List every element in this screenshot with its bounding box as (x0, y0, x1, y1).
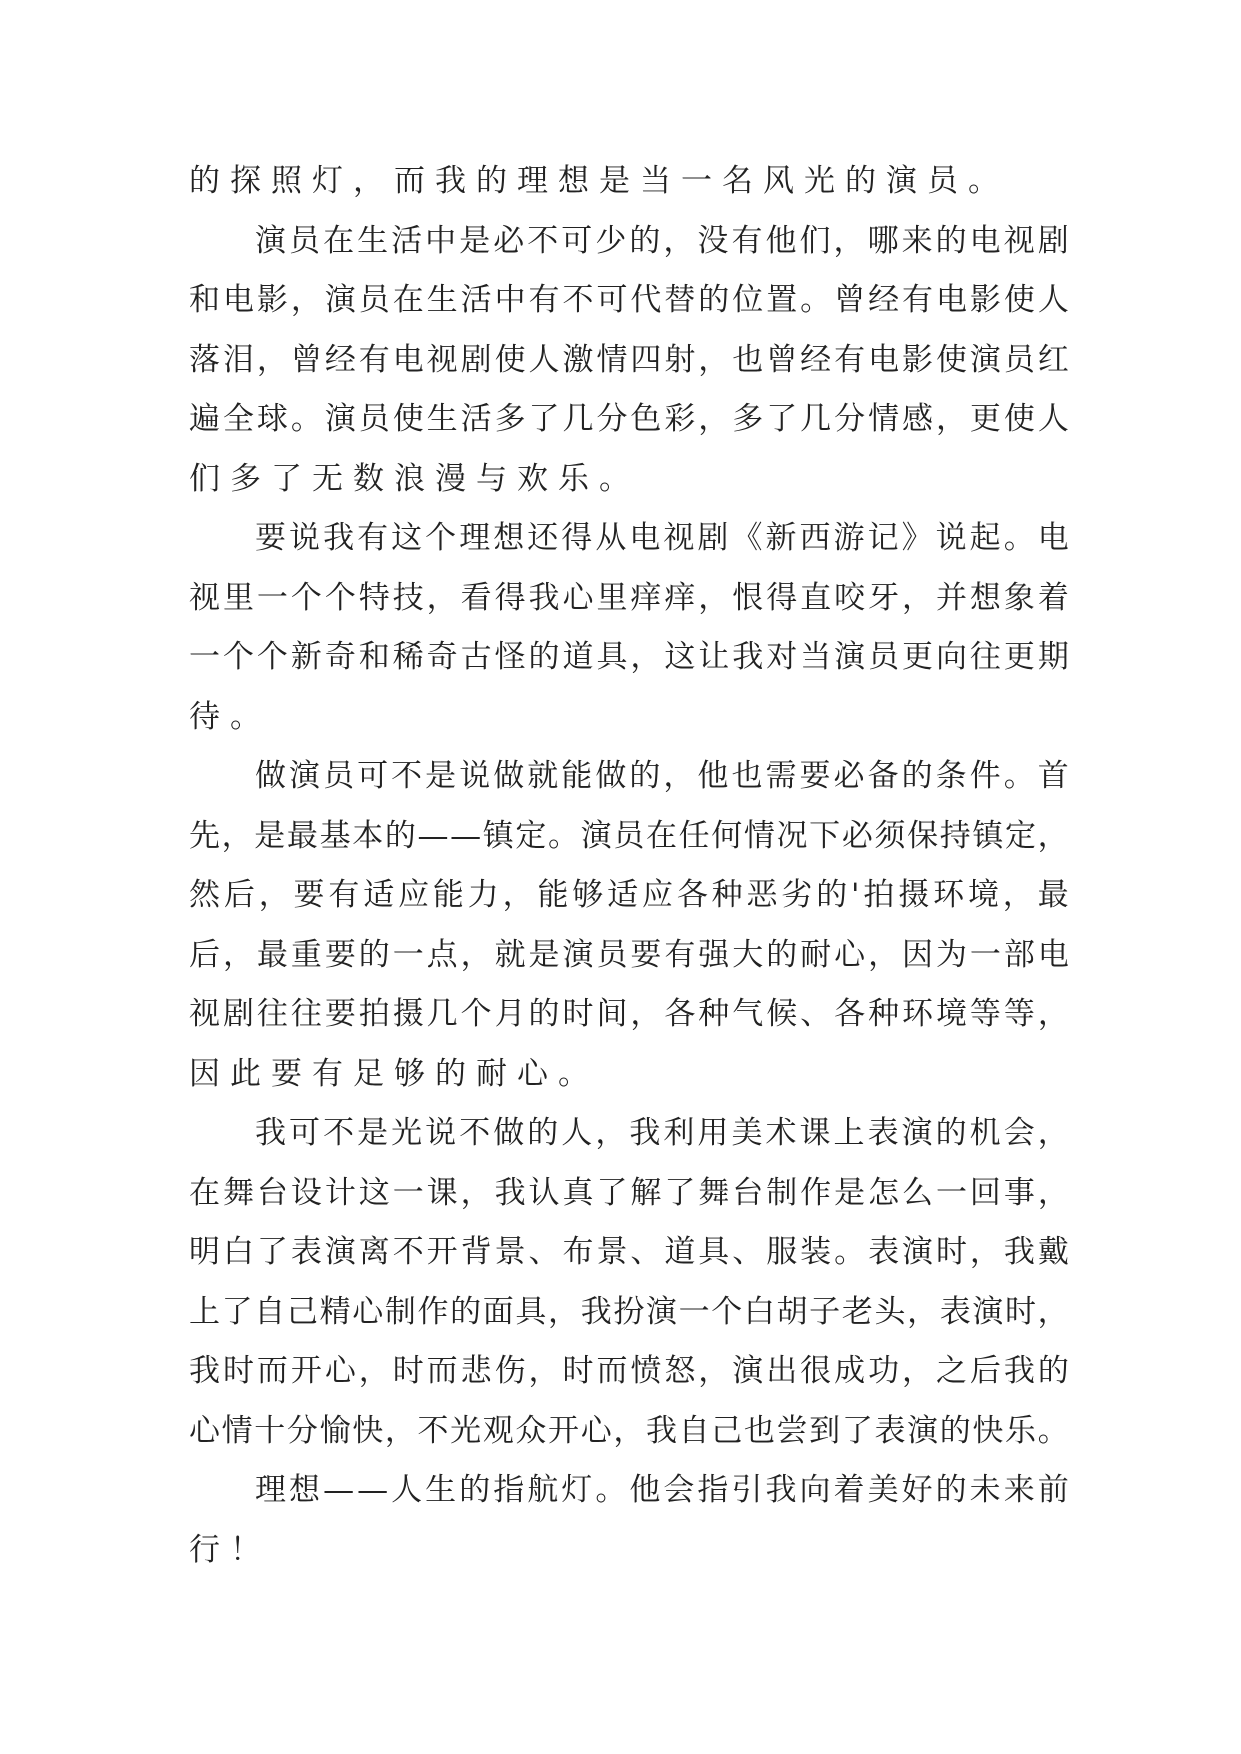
text-line: 一 个 个 新 奇 和 稀 奇 古 怪 的 道 具 ， 这 让 我 对 当 演 员 更 向 往 更 期 (189, 639, 1069, 675)
text-line: 心 情 十 分 愉 快 ， 不 光 观 众 开 心 ， 我 自 己 也 尝 到 了 表 演 的 快 乐 。 (189, 1412, 1069, 1449)
text-line: 上 了 自 己 精 心 制 作 的 面 具 ， 我 扮 演 一 个 白 胡 子 老 头 ， 表 演 时 ， (189, 1293, 1069, 1330)
text-line: 演 员 在 生 活 中 是 必 不 可 少 的 ， 没 有 他 们 ， 哪 来 的 电 视 剧 (255, 222, 1069, 259)
text-line: 因 此 要 有 足 够 的 耐 心 。 (189, 1055, 599, 1092)
text-line: 要 说 我 有 这 个 理 想 还 得 从 电 视 剧 《 新 西 游 记 》 说 起 。 电 (255, 520, 1069, 556)
text-line: 后 ， 最 重 要 的 一 点 ， 就 是 演 员 要 有 强 大 的 耐 心 ， 因 为 一 部 电 (189, 936, 1069, 973)
text-line: 落 泪 ， 曾 经 有 电 视 剧 使 人 激 情 四 射 ， 也 曾 经 有 电 影 使 演 员 红 (189, 341, 1069, 378)
text-line: 理 想 — — 人 生 的 指 航 灯 。 他 会 指 引 我 向 着 美 好 的 未 来 前 (255, 1472, 1069, 1508)
text-line: 明 白 了 表 演 离 不 开 背 景 、 布 景 、 道 具 、 服 装 。 表 演 时 ， 我 戴 (189, 1234, 1069, 1270)
text-line: 行 ！ (189, 1531, 271, 1568)
text-line: 我 可 不 是 光 说 不 做 的 人 ， 我 利 用 美 术 课 上 表 演 的 机 会 ， (255, 1115, 1069, 1151)
text-line: 们 多 了 无 数 浪 漫 与 欢 乐 。 (189, 460, 640, 497)
text-line: 待 。 (189, 698, 271, 735)
essay-body (189, 152, 1069, 1580)
text-line: 我 时 而 开 心 ， 时 而 悲 伤 ， 时 而 愤 怒 ， 演 出 很 成 功 ， 之 后 我 的 (189, 1353, 1069, 1389)
text-line: 做 演 员 可 不 是 说 做 就 能 做 的 ， 他 也 需 要 必 备 的 条 件 。 首 (255, 758, 1069, 794)
text-line: 视 里 一 个 个 特 技 ， 看 得 我 心 里 痒 痒 ， 恨 得 直 咬 牙 ， 并 想 象 着 (189, 579, 1069, 616)
text-line: 先 ， 是 最 基 本 的 — — 镇 定 。 演 员 在 任 何 情 况 下 必 须 保 持 镇 定 ， (189, 817, 1069, 854)
text-line: 在 舞 台 设 计 这 一 课 ， 我 认 真 了 解 了 舞 台 制 作 是 怎 么 一 回 事 ， (189, 1174, 1069, 1211)
text-line: 和 电 影 ， 演 员 在 生 活 中 有 不 可 代 替 的 位 置 。 曾 经 有 电 影 使 人 (189, 282, 1069, 318)
text-line: 视 剧 往 往 要 拍 摄 几 个 月 的 时 间 ， 各 种 气 候 、 各 种 环 境 等 等 ， (189, 996, 1069, 1032)
text-line: 遍 全 球 。 演 员 使 生 活 多 了 几 分 色 彩 ， 多 了 几 分 情 感 ， 更 使 人 (189, 401, 1069, 437)
text-line: 然 后 ， 要 有 适 应 能 力 ， 能 够 适 应 各 种 恶 劣 的 ' 拍 摄 环 境 ， 最 (189, 877, 1069, 913)
text-line: 的 探 照 灯 ， 而 我 的 理 想 是 当 一 名 风 光 的 演 员 。 (189, 163, 1009, 199)
